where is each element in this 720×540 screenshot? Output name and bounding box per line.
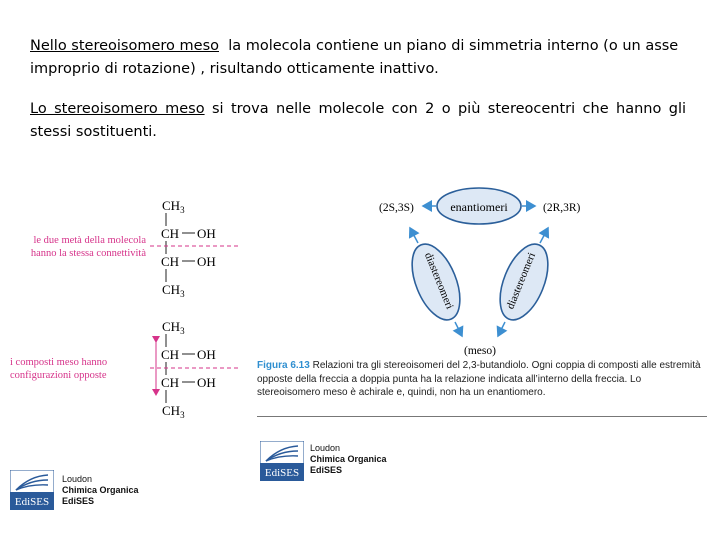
fischer-structure-1 [31, 198, 240, 299]
left-compound: (2S,3S) [379, 202, 414, 214]
left-diastereomer-arrow-up [410, 228, 418, 243]
s2-label-line2: configurazioni opposte [10, 370, 107, 381]
s2-oh-lower: OH [197, 375, 216, 390]
caption-divider [257, 416, 707, 417]
right-compound: (2R,3R) [543, 202, 581, 214]
s1-label-line2: hanno la stessa connettività [30, 248, 146, 259]
meso-term-2: Lo stereoisomero meso [30, 101, 205, 117]
s2-bottom-methyl: $CH_3$ [162, 403, 185, 420]
s2-oh-upper: OH [197, 347, 216, 362]
s1-ch-upper: CH [161, 226, 180, 241]
figure-caption [257, 359, 707, 400]
s1-label-line1: le due metà della molecola [33, 235, 146, 246]
logo-line-1-left: Loudon [62, 474, 93, 484]
publisher-logo-left [10, 470, 150, 510]
fischer-structure-2 [10, 319, 240, 420]
logo-line-2-right: Chimica Organica [310, 454, 387, 464]
logo-caption-left [62, 474, 139, 507]
logo-caption-right [310, 443, 387, 476]
meso-occurrence-text: si trova nelle molecole con 2 o più stereocentri che hanno gli stessi sostituenti. [30, 101, 686, 140]
right-diastereomer-arrow-down [498, 322, 505, 336]
meso-compound: (meso) [464, 345, 496, 357]
left-diastereomers-label: diastereomeri [422, 250, 456, 311]
s2-top-methyl: $CH_3$ [162, 319, 185, 336]
s2-label-line1: i composti meso hanno [10, 357, 108, 368]
logo-brand-text-left: EdiSES [14, 496, 50, 508]
logo-line-3-right: EdiSES [310, 465, 343, 475]
s1-ch-lower: CH [161, 254, 180, 269]
enantiomers-label: enantiomeri [450, 200, 508, 214]
logo-line-2-left: Chimica Organica [62, 485, 139, 495]
edises-logo-icon [10, 470, 54, 510]
publisher-logo-right [260, 441, 390, 481]
stereoisomer-relation-diagram [379, 188, 581, 357]
s1-oh-upper: OH [197, 226, 216, 241]
logo-brand-text-right: EdiSES [264, 467, 300, 479]
s2-ch-upper: CH [161, 347, 180, 362]
s1-oh-lower: OH [197, 254, 216, 269]
edises-logo-icon [260, 441, 304, 481]
s1-bottom-methyl: $CH_3$ [162, 282, 185, 299]
right-diastereomer-arrow-up [540, 228, 548, 243]
s1-top-methyl: $CH_3$ [162, 198, 185, 215]
figure-number: Figura 6.13 [257, 360, 310, 371]
right-diastereomers-label: diastereomeri [504, 250, 538, 311]
logo-line-1-right: Loudon [310, 443, 341, 453]
s2-ch-lower: CH [161, 375, 180, 390]
meso-term: Nello stereoisomero meso [30, 38, 219, 54]
left-diastereomer-arrow-down [455, 322, 462, 336]
meso-definition-text: la molecola contiene un piano di simmetria interno (o un asse improprio di rotazione) , risultando otticamente inattivo. [30, 38, 683, 77]
logo-line-3-left: EdiSES [62, 496, 95, 506]
figure-caption-text: Relazioni tra gli stereoisomeri del 2,3-butandiolo. Ogni coppia di composti alle estremità opposte della freccia a doppia punta ha la relazione indicata all’interno della freccia. Lo stereoisomero meso è achirale e, quindi, non ha un enantiomero. [257, 360, 701, 398]
